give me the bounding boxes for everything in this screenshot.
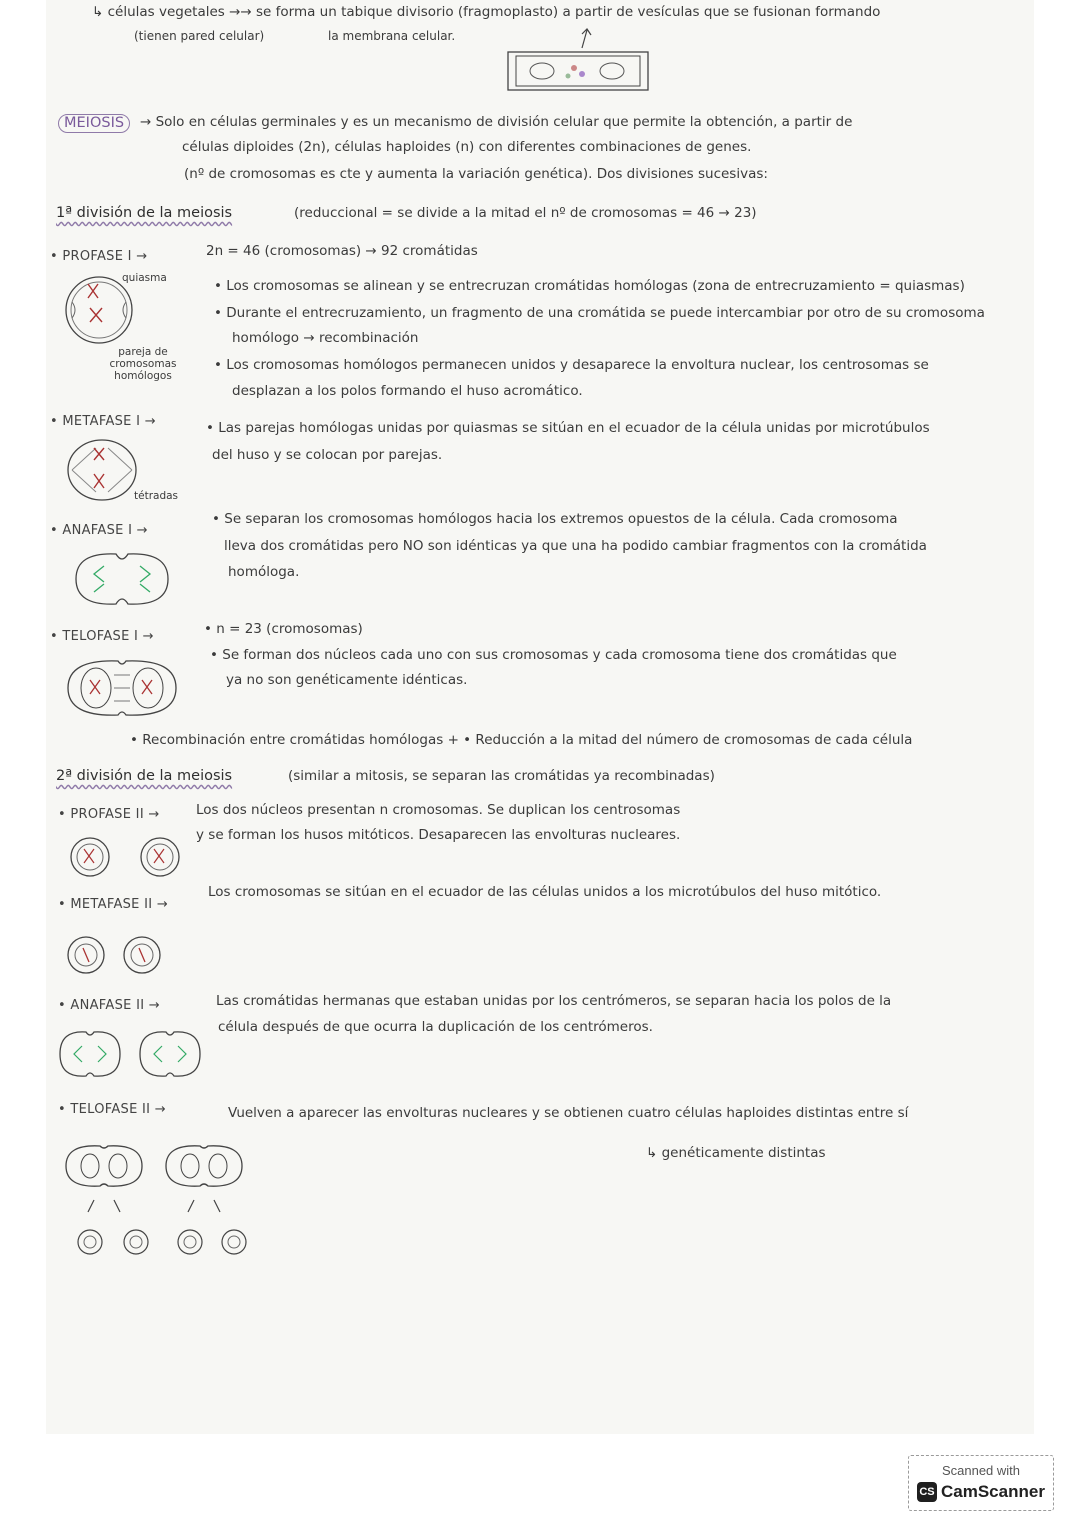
telofase-1-cell-diagram — [62, 655, 182, 721]
anafase-2-cells-diagram — [56, 1026, 202, 1082]
plant-cell-diagram — [502, 28, 652, 98]
anafase-2-line-2: célula después de que ocurra la duplicación de los centrómeros. — [218, 1019, 653, 1035]
top-line-2-right: la membrana celular. — [328, 29, 456, 43]
telofase-1-line-1: • n = 23 (cromosomas) — [204, 621, 363, 637]
telofase-2-label: • TELOFASE II → — [58, 1102, 166, 1117]
telofase-1-line-3: ya no son genéticamente idénticas. — [226, 672, 468, 688]
anafase-1-line-3: homóloga. — [228, 564, 300, 580]
stamp-brand-text: CamScanner — [941, 1482, 1045, 1501]
notebook-page — [46, 0, 1034, 1434]
profase-2-label: • PROFASE II → — [58, 807, 160, 822]
meiosis-title: MEIOSIS — [58, 114, 130, 133]
metafase-1-cell-diagram — [66, 438, 138, 502]
anafase-1-line-1: • Se separan los cromosomas homólogos hacia los extremos opuestos de la célula. Cada cromosoma — [212, 511, 898, 527]
camscanner-watermark — [908, 1455, 1054, 1511]
camscanner-logo-icon: CS — [917, 1482, 937, 1502]
profase-2-line-1: Los dos núcleos presentan n cromosomas. Se duplican los centrosomas — [196, 802, 681, 818]
metafase-2-label: • METAFASE II → — [58, 897, 169, 912]
profase-1-bullet-2a: • Durante el entrecruzamiento, un fragmento de una cromátida se puede intercambiar por otro de su cromosoma — [214, 305, 985, 321]
profase-1-bullet-3a: • Los cromosomas homólogos permanecen unidos y desaparece la envoltura nuclear, los centrosomas se — [214, 357, 929, 373]
metafase-2-cells-diagram — [66, 932, 186, 978]
metafase-1-line-1: • Las parejas homólogas unidas por quiasmas se sitúan en el ecuador de la célula unidas por microtúbulos — [206, 420, 930, 436]
telofase-2-line-2: ↳ genéticamente distintas — [646, 1145, 826, 1161]
meiosis-line-1: → Solo en células germinales y es un mecanismo de división celular que permite la obtención, a partir de — [140, 114, 853, 130]
anafase-2-label: • ANAFASE II → — [58, 998, 160, 1013]
telofase-2-cells-diagram — [62, 1140, 246, 1264]
metafase-1-label: • METAFASE I → — [50, 414, 156, 429]
metafase-1-line-2: del huso y se colocan por parejas. — [212, 447, 443, 463]
stamp-brand — [917, 1482, 1045, 1502]
telofase-1-label: • TELOFASE I → — [50, 629, 154, 644]
profase-1-head: 2n = 46 (cromosomas) → 92 cromátidas — [206, 243, 478, 259]
profase-1-label: • PROFASE I → — [50, 249, 148, 264]
division-2-note: (similar a mitosis, se separan las cromátidas ya recombinadas) — [288, 768, 715, 784]
metafase-2-line-1: Los cromosomas se sitúan en el ecuador de las células unidos a los microtúbulos del huso mitótico. — [208, 884, 882, 900]
division-1-heading: 1ª división de la meiosis — [56, 205, 233, 221]
division-1-summary: • Recombinación entre cromátidas homólogas + • Reducción a la mitad del número de cromosomas de cada célula — [130, 732, 913, 748]
anafase-1-line-2: lleva dos cromátidas pero NO son idénticas ya que una ha podido cambiar fragmentos con la cromátida — [224, 538, 927, 554]
meiosis-line-3: (nº de cromosomas es cte y aumenta la variación genética). Dos divisiones sucesivas: — [184, 166, 768, 182]
division-2-heading: 2ª división de la meiosis — [56, 768, 233, 784]
stamp-line-1: Scanned with — [941, 1463, 1021, 1478]
anafase-1-cell-diagram — [66, 548, 178, 610]
telofase-2-line-1: Vuelven a aparecer las envolturas nucleares y se obtienen cuatro células haploides distintas entre sí — [228, 1105, 909, 1121]
tetradas-label: tétradas — [134, 490, 179, 502]
telofase-1-line-2: • Se forman dos núcleos cada uno con sus cromosomas y cada cromosoma tiene dos cromátidas que — [210, 647, 897, 663]
profase-2-cells-diagram — [68, 835, 188, 879]
top-line-1: ↳ células vegetales →→ se forma un tabique divisorio (fragmoplasto) a partir de vesículas que se fusionan formando — [92, 4, 881, 20]
profase-1-bullet-1: • Los cromosomas se alinean y se entrecruzan cromátidas homólogas (zona de entrecruzamiento = quiasmas) — [214, 278, 965, 294]
pareja-label: pareja de cromosomas homólogos — [109, 346, 177, 382]
quiasma-label: quiasma — [122, 272, 167, 284]
anafase-2-line-1: Las cromátidas hermanas que estaban unidas por los centrómeros, se separan hacia los polos de la — [216, 993, 892, 1009]
profase-2-line-2: y se forman los husos mitóticos. Desaparecen las envolturas nucleares. — [196, 827, 681, 843]
division-1-note: (reduccional = se divide a la mitad el nº de cromosomas = 46 → 23) — [294, 205, 757, 221]
profase-1-bullet-2b: homólogo → recombinación — [232, 330, 419, 346]
profase-1-bullet-3b: desplazan a los polos formando el huso acromático. — [232, 383, 583, 399]
meiosis-line-2: células diploides (2n), células haploides (n) con diferentes combinaciones de genes. — [182, 139, 752, 155]
anafase-1-label: • ANAFASE I → — [50, 523, 148, 538]
top-line-2-left: (tienen pared celular) — [134, 29, 265, 43]
